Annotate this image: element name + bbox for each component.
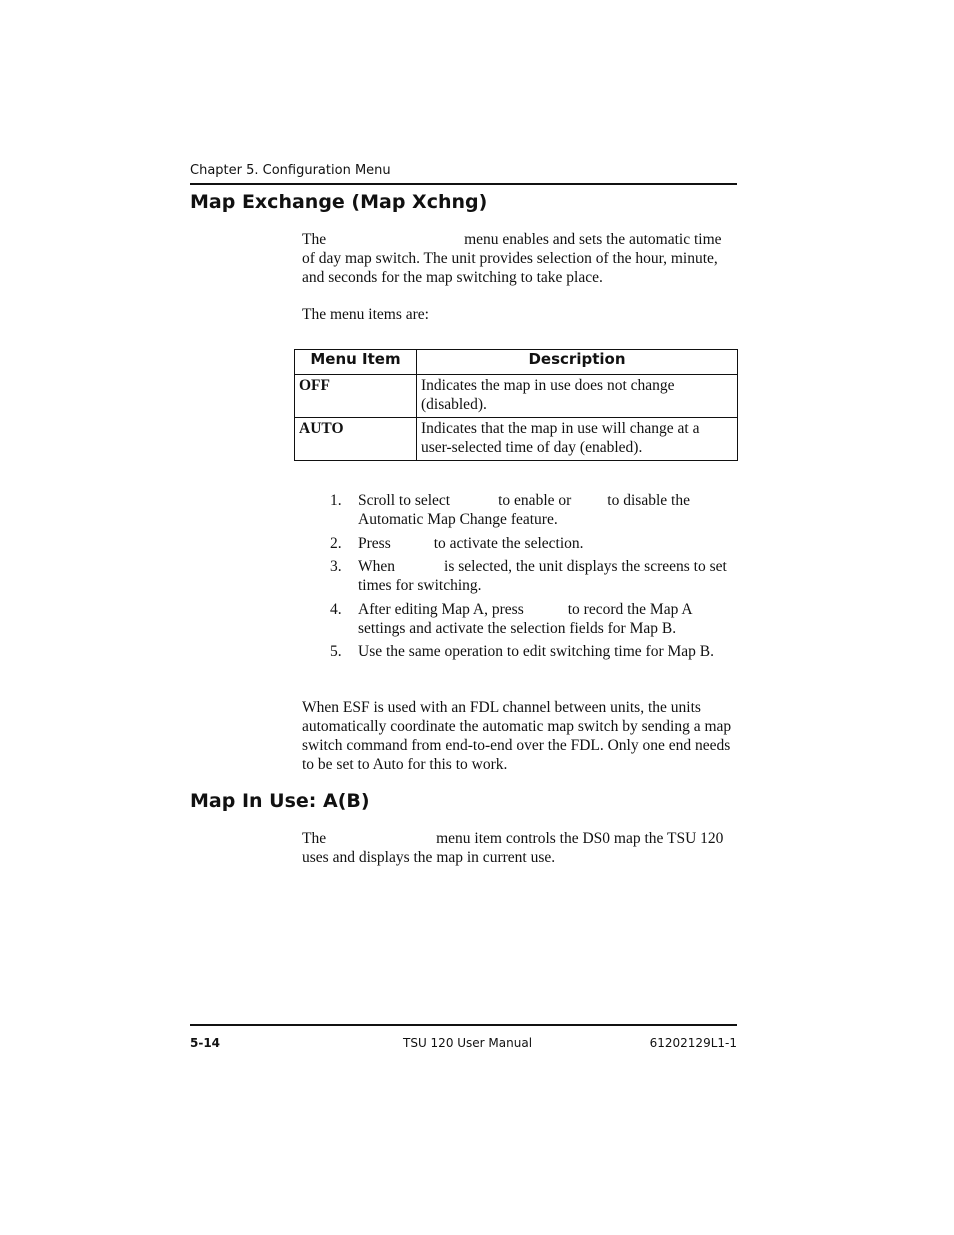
map-in-use-paragraph: The menu item controls the DS0 map the TSU 120 uses and displays the map in current use.: [302, 830, 724, 866]
page-number: 5-14: [190, 1036, 221, 1050]
description-cell: Indicates the map in use does not change (disabled).: [417, 375, 738, 418]
section-title-map-in-use: Map In Use: A(B): [190, 790, 370, 812]
list-item: 5. Use the same operation to edit switching time for Map B.: [330, 643, 714, 660]
steps-list: [302, 491, 738, 666]
table-header-row: [295, 350, 738, 375]
intro-lead: The: [302, 231, 327, 248]
menu-items-table: [294, 349, 738, 461]
manual-title: TSU 120 User Manual: [403, 1036, 533, 1050]
menu-item-cell: OFF: [295, 375, 417, 418]
table-row: [295, 418, 738, 461]
intro-paragraph: [302, 230, 738, 287]
list-item: 3. When is selected, the unit displays the screens to set times for switching.: [330, 558, 727, 594]
esf-paragraph: When ESF is used with an FDL channel between units, the units automatically coordinate the automatic map switch by sending a map switch command from end-to-end over the FDL. Only one end needs to be set to Auto for this to work.: [302, 699, 732, 773]
section-title-map-exchange: Map Exchange (Map Xchng): [190, 191, 488, 213]
list-item: 4. After editing Map A, press to record the Map A settings and activate the selection fields for Map B.: [330, 600, 692, 637]
menu-items-lead: The menu items are:: [302, 306, 429, 323]
description-cell: Indicates that the map in use will change at a user-selected time of day (enabled).: [417, 418, 738, 461]
list-item: 2. Press to activate the selection.: [330, 534, 584, 552]
part-number: 61202129L1-1: [649, 1036, 737, 1050]
footer-rule: [190, 1024, 737, 1026]
list-item: 1. Scroll to select to enable or to disable the Automatic Map Change feature.: [330, 492, 690, 528]
header-rule: [190, 183, 737, 185]
column-header-description: Description: [417, 350, 738, 375]
running-header: Chapter 5. Configuration Menu: [190, 163, 391, 178]
column-header-menu-item: Menu Item: [295, 350, 417, 375]
menu-item-cell: AUTO: [295, 418, 417, 461]
intro-rest: menu enables and sets the automatic time of day map switch. The unit provides selection of the hour, minute, and seconds for the map switching to take place.: [302, 231, 722, 286]
table-row: [295, 375, 738, 418]
